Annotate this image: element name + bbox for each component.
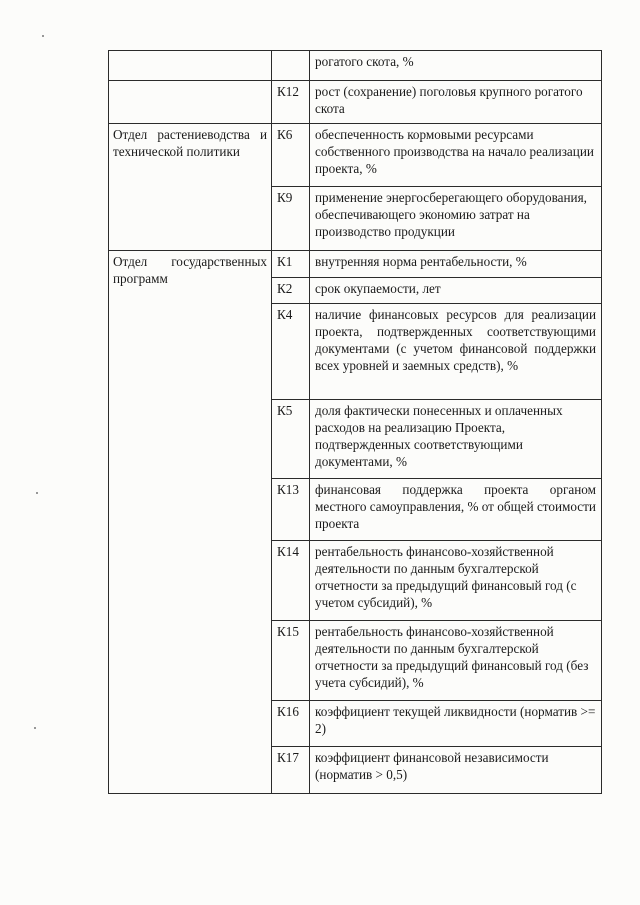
criterion-code: К12 bbox=[272, 81, 310, 124]
criterion-description: рогатого скота, % bbox=[310, 51, 602, 81]
criterion-code: К17 bbox=[272, 747, 310, 794]
department-cell-continued bbox=[109, 81, 272, 124]
department-state-programs: Отдел государственных программ bbox=[109, 251, 272, 794]
criterion-description: финансовая поддержка проекта органом местного самоуправления, % от общей стоимости проекта bbox=[310, 479, 602, 541]
department-crop-production: Отдел растениеводства и технической политики bbox=[109, 124, 272, 251]
criterion-description: применение энергосберегающего оборудования, обеспечивающего экономию затрат на производство продукции bbox=[310, 187, 602, 251]
criterion-description: коэффициент финансовой независимости (норматив > 0,5) bbox=[310, 747, 602, 794]
criterion-code: К15 bbox=[272, 621, 310, 701]
scan-speck bbox=[42, 35, 44, 37]
criterion-description: внутренняя норма рентабельности, % bbox=[310, 251, 602, 278]
criterion-code bbox=[272, 51, 310, 81]
criterion-code: К16 bbox=[272, 701, 310, 747]
table-row bbox=[109, 251, 602, 278]
criterion-code: К9 bbox=[272, 187, 310, 251]
criterion-code: К4 bbox=[272, 304, 310, 400]
criterion-description: доля фактически понесенных и оплаченных расходов на реализацию Проекта, подтвержденных соответствующими документами, % bbox=[310, 400, 602, 479]
criterion-code: К2 bbox=[272, 278, 310, 304]
criterion-description: рост (сохранение) поголовья крупного рогатого скота bbox=[310, 81, 602, 124]
criterion-code: К5 bbox=[272, 400, 310, 479]
criterion-description: рентабельность финансово-хозяйственной деятельности по данным бухгалтерской отчетности за предыдущий финансовый год (с учетом субсидий), % bbox=[310, 541, 602, 621]
scan-speck bbox=[34, 727, 36, 729]
criterion-description: рентабельность финансово-хозяйственной деятельности по данным бухгалтерской отчетности за предыдущий финансовый год (без учета субсидий), % bbox=[310, 621, 602, 701]
table-row bbox=[109, 51, 602, 81]
table-row bbox=[109, 81, 602, 124]
department-cell-continued bbox=[109, 51, 272, 81]
scan-speck bbox=[36, 492, 38, 494]
criterion-code: К6 bbox=[272, 124, 310, 187]
criterion-code: К14 bbox=[272, 541, 310, 621]
criterion-description: коэффициент текущей ликвидности (норматив >= 2) bbox=[310, 701, 602, 747]
criteria-table bbox=[108, 50, 602, 794]
criterion-description: наличие финансовых ресурсов для реализации проекта, подтвержденных соответствующими документами (с учетом финансовой поддержки всех уровней и заемных средств), % bbox=[310, 304, 602, 400]
criterion-code: К1 bbox=[272, 251, 310, 278]
table-row bbox=[109, 124, 602, 187]
criterion-description: срок окупаемости, лет bbox=[310, 278, 602, 304]
criterion-description: обеспеченность кормовыми ресурсами собственного производства на начало реализации проекта, % bbox=[310, 124, 602, 187]
criterion-code: К13 bbox=[272, 479, 310, 541]
